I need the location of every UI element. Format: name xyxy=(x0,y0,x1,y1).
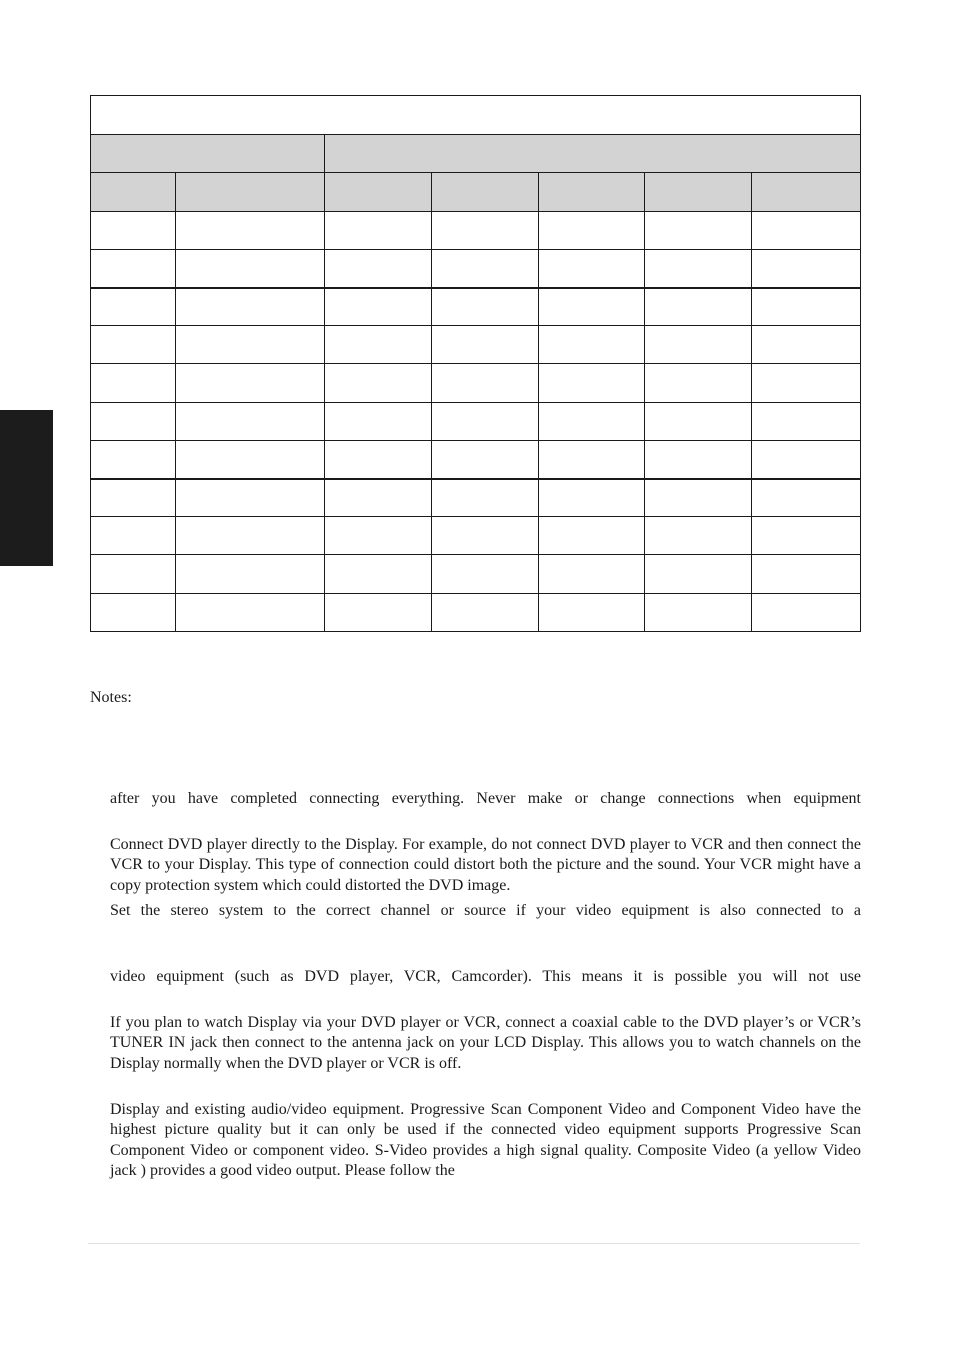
table-row xyxy=(91,211,861,249)
table-row xyxy=(91,440,861,478)
table-group-header-row xyxy=(91,135,861,173)
table-row xyxy=(91,249,861,287)
group-header-right xyxy=(325,135,861,173)
timing-table xyxy=(90,95,861,632)
table-row xyxy=(91,479,861,517)
footer-divider xyxy=(88,1243,860,1244)
note-paragraph: Connect DVD player directly to the Display. For example, do not connect DVD player to VCR and then connect the VCR to your Display. This type of connection could distort both the picture and the sound. Your VCR might have a copy protection system which could distorted the DVD image. xyxy=(110,836,861,894)
note-paragraph: video equipment (such as DVD player, VCR, Camcorder). This means it is possible you will not use xyxy=(110,968,861,985)
note-paragraph: after you have completed connecting everything. Never make or change connections when equipment xyxy=(110,790,861,807)
note-paragraph: Set the stereo system to the correct channel or source if your video equipment is also connected to a xyxy=(110,902,861,919)
table-row xyxy=(91,402,861,440)
section-tab-marker xyxy=(0,410,53,566)
table-row xyxy=(91,288,861,326)
note-paragraph: If you plan to watch Display via your DVD player or VCR, connect a coaxial cable to the DVD player’s or VCR’s TUNER IN jack then connect to the antenna jack on your LCD Display. This allows you to watch channels on the Display normally when the DVD player or VCR is off. xyxy=(110,1014,861,1072)
table-row xyxy=(91,517,861,555)
table-row xyxy=(91,593,861,631)
group-header-left xyxy=(91,135,325,173)
table-title-row xyxy=(91,96,861,135)
table-column-header-row xyxy=(91,173,861,211)
table-row xyxy=(91,555,861,593)
notes-heading: Notes: xyxy=(90,689,132,706)
table-row xyxy=(91,364,861,402)
table-row xyxy=(91,326,861,364)
note-paragraph: Display and existing audio/video equipment. Progressive Scan Component Video and Component Video have the highest picture quality but it can only be used if the connected video equipment supports Progressive Scan Component Video or component video. S-Video provides a high signal quality. Composite Video (a yellow Video jack ) provides a good video output. Please follow the xyxy=(110,1101,861,1179)
